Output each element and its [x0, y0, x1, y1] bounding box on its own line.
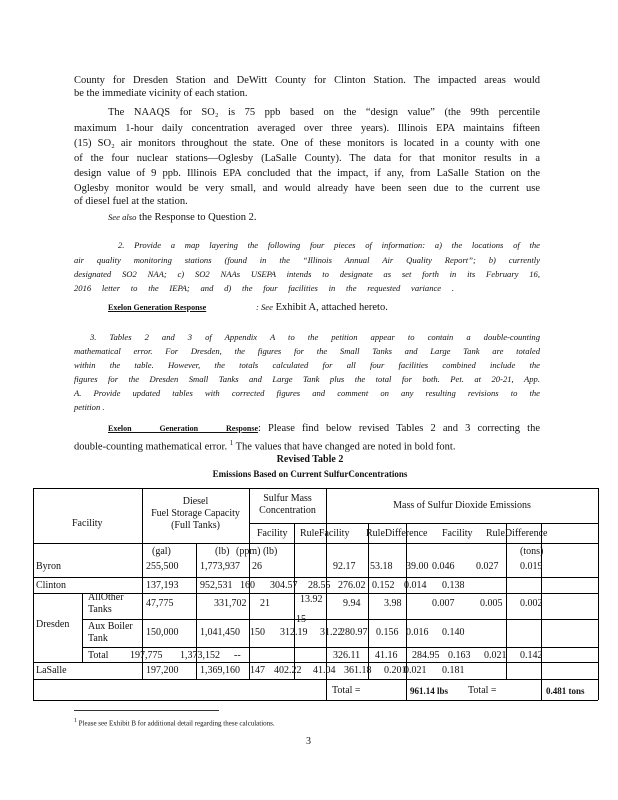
table-cell: 0.014 [404, 580, 427, 591]
row-subfacility-name: AllOther Tanks [88, 592, 124, 615]
header-sulfur: Sulfur Mass [263, 493, 312, 504]
total-tons [546, 685, 585, 697]
table-cell: 0.002 [520, 598, 543, 609]
table-cell: 92.17 [333, 561, 356, 572]
table-cell: 312.19 [280, 627, 308, 638]
response-text: : Please find below revised Tables 2 and 3 correcting the [258, 423, 540, 434]
table-cell: 41.16 [375, 650, 398, 661]
table-cell: 0.152 [372, 580, 395, 591]
subheader: RuleFacility [300, 528, 350, 539]
text-line: be the immediate vicinity of each station. [74, 88, 248, 99]
row-subfacility-name: Total [88, 650, 109, 661]
response-text: Exhibit A, attached hereto. [272, 302, 388, 313]
table-cell: 53.18 [370, 561, 393, 572]
text-line: of diesel fuel at the station. [74, 196, 188, 207]
table-cell: 197,200 [146, 665, 179, 676]
subheader: Facility [257, 528, 288, 539]
table-cell: 26 [252, 561, 262, 572]
row-facility-name: LaSalle [36, 665, 67, 676]
text-line: (15) SO₂ air monitors throughout the state. One of these monitors is located in a county with one [74, 138, 540, 149]
table-cell: 0.021 [404, 665, 427, 676]
table-cell: 284.95 [412, 650, 440, 661]
table-cell: 0.021 [484, 650, 507, 661]
text-line: design value of 9 ppb. Illinois EPA concluded that the impact, if any, from LaSalle Station on the [74, 168, 540, 179]
table-cell: 3.98 [384, 598, 402, 609]
table-cell: 255,500 [146, 561, 179, 572]
text-line: within the table. However, the totals calculated for all four facilities combined include the [74, 360, 540, 370]
table-cell: 0.163 [448, 650, 471, 661]
table-cell: 1,773,937 [200, 561, 240, 572]
table-cell: 0.016 [406, 627, 429, 638]
table-cell: 326.11 [333, 650, 361, 661]
table-cell: 0.138 [442, 580, 465, 591]
table-cell: -- [234, 650, 241, 661]
see-also: See also [108, 212, 137, 222]
table-cell: 0.156 [376, 627, 399, 638]
row-subfacility-name: Aux Boiler Tank [88, 621, 133, 644]
table-cell: 1,369,160 [200, 665, 240, 676]
header-diesel: Fuel Storage Capacity [151, 508, 240, 519]
total-label: Total = [468, 685, 497, 696]
table-cell: 361.18 [344, 665, 372, 676]
table-cell: 1,041,450 [200, 627, 240, 638]
response-label: Exelon Generation Response [108, 424, 258, 433]
text-line: air quality monitoring stations (found in the “Illinois Annual Air Quality Report”; b) currently [74, 255, 540, 265]
table-cell: 402.22 [274, 665, 302, 676]
unit: (gal) [152, 546, 171, 557]
table-cell: 0.019 [520, 561, 543, 572]
text-line: maximum 1-hour daily concentration averaged over three years). Illinois EPA maintains fifteen [74, 123, 540, 134]
table-subtitle: Emissions Based on Current SulfurConcentrations [212, 469, 408, 479]
subheader: RuleDifference [486, 528, 548, 539]
table-cell: 150 [250, 627, 265, 638]
footnote-mark: 1 [229, 439, 234, 447]
see: : See [256, 302, 273, 312]
footnote-mark: 1 [74, 718, 77, 724]
table-cell: 0.046 [432, 561, 455, 572]
row-facility-name: Byron [36, 561, 61, 572]
footnote-text: Please see Exhibit B for additional detail regarding these calculations. [78, 719, 275, 728]
table-cell: 276.02 [338, 580, 366, 591]
table-cell: 0.181 [442, 665, 465, 676]
text-line: 3. Tables 2 and 3 of Appendix A to the petition appear to contain a double-counting [90, 332, 540, 342]
text-line: A. Provide updated tables with corrected figures and comment on any resulting revisions to the [74, 388, 540, 398]
table-title: Revised Table 2 [276, 454, 344, 465]
unit: tons [568, 686, 585, 696]
text-line: The NAAQS for SO₂ is 75 ppb based on the “design value” (the 99th percentile [108, 107, 540, 118]
table-cell: 13.92 [300, 594, 323, 605]
table-cell: 9.94 [343, 598, 361, 609]
table-cell: 0.142 [520, 650, 543, 661]
footnote [74, 715, 275, 729]
header-diesel: Diesel [182, 496, 209, 507]
table-cell: 280.97 [340, 627, 368, 638]
see-also-text: the Response to Question 2. [136, 212, 257, 223]
page-number: 3 [306, 736, 311, 747]
table-cell: 0.140 [442, 627, 465, 638]
header-mass: Mass of Sulfur Dioxide Emissions [393, 500, 531, 511]
text-line: mathematical error. For Dresden, the figures for the Small Tanks and Large Tank are totaled [74, 346, 540, 356]
response-label: Exelon Generation Response [108, 303, 207, 312]
total-label: Total = [332, 685, 361, 696]
text-line: figures for the Dresden Small Tanks and Large Tank plus the total for both. Pet. at 20-21, App. [74, 374, 540, 384]
table-cell: 1,373,152 [180, 650, 220, 661]
unit: (lb) [215, 546, 230, 557]
text-line: designated SO2 NAA; c) SO2 NAAs USEPA intends to designate as set forth in its February 16, [74, 269, 540, 279]
table-cell: 0.007 [432, 598, 455, 609]
header-sulfur: Concentration [259, 505, 316, 516]
subheader: RuleDifference [366, 528, 428, 539]
response-text: The values that have changed are noted in bold font. [233, 441, 456, 453]
table-cell: 0.027 [476, 561, 499, 572]
table-cell: 41.04 [313, 665, 336, 676]
text-line [74, 437, 540, 454]
response-text: double-counting mathematical error. [74, 441, 228, 453]
header-diesel: (Full Tanks) [171, 520, 220, 531]
subheader: Facility [442, 528, 473, 539]
header-facility: Facility [72, 518, 103, 529]
text-line: Oglesby monitor would be very small, and would already have been seen due to the current use [74, 183, 540, 194]
text-line: petition . [74, 402, 105, 412]
unit: lbs [437, 686, 449, 696]
table-cell: 0.201 [384, 665, 407, 676]
text-line: County for Dresden Station and DeWitt County for Clinton Station. The impacted areas would [74, 75, 540, 86]
text-line: 2. Provide a map layering the following four pieces of information: a) the locations of the [118, 240, 540, 250]
see-also-line [108, 211, 574, 224]
table-cell: 197,775 [130, 650, 163, 661]
table-cell: 952,531 [200, 580, 233, 591]
table-cell: 31.22 [320, 627, 343, 638]
table-cell: 0.005 [480, 598, 503, 609]
table-cell: 39.00 [406, 561, 429, 572]
total-lbs [410, 685, 448, 697]
text-line: 2016 letter to the IEPA; and d) the four facilities in the requested variance . [74, 283, 454, 293]
table-cell: 160 [240, 580, 255, 591]
table-cell: 47,775 [146, 598, 174, 609]
table-cell: 21 [260, 598, 270, 609]
total-lbs-value: 961.14 [410, 686, 435, 696]
table-cell: 137,193 [146, 580, 179, 591]
unit: (ppm) (lb) [236, 546, 278, 557]
response-3 [108, 422, 540, 435]
table-cell: 304.57 [270, 580, 298, 591]
text-line: of the four nuclear stations—Oglesby (LaSalle County). The data for that monitor results in a [74, 153, 540, 164]
row-facility-name: Dresden [36, 619, 70, 630]
table-cell: 150,000 [146, 627, 179, 638]
table-cell: 147 [250, 665, 265, 676]
table-cell: 28.55 [308, 580, 331, 591]
table-cell: 331,702 [214, 598, 247, 609]
row-facility-name: Clinton [36, 580, 67, 591]
total-tons-value: 0.481 [546, 686, 567, 696]
unit: (tons) [520, 546, 544, 557]
response-2 [108, 301, 574, 314]
table-cell: 15 [296, 614, 306, 625]
